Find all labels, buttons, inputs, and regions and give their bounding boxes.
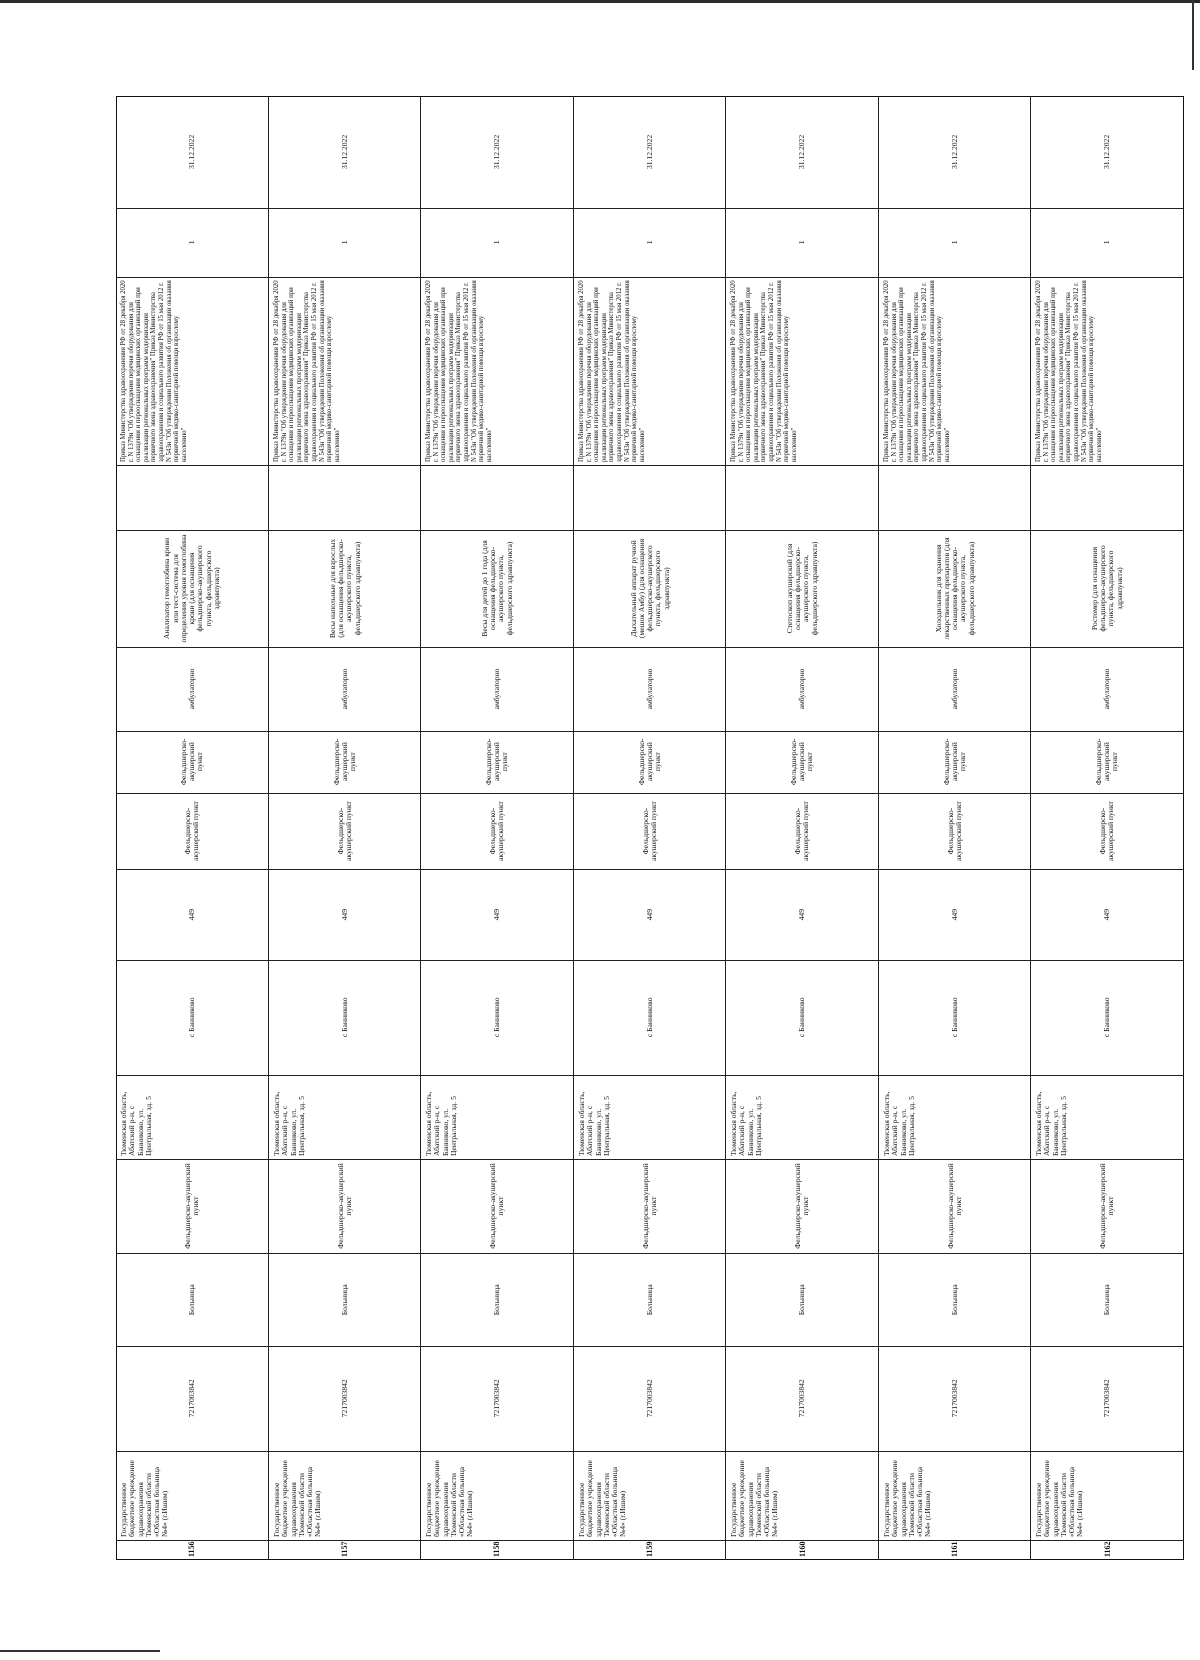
cell-organization: Государственное бюджетное учреждение здравоохранения Тюменской области «Областная больница №4» (г.Ишим) [271,1460,323,1538]
cell-inn: 7217003842 [187,1379,197,1418]
cell-equipment: Анализатор гемоглобина крови или тест-система для определения уровня гемоглобина крови (для оснащения фельдшерско-акушерского пункта, фельдшерского здравпункта) [162,534,222,643]
cell-unit: Фельдшерско-акушерский пункт [1098,1163,1116,1250]
cell-locality: с Банниково [339,997,349,1038]
cell-basis: Приказ Министерства здравоохранения РФ от 28 декабря 2020 г. N 1379н "Об утверждении перечня оборудования для оснащения и переоснащения медицинских организаций при реализации региональных программ модернизации первичного звена здравоохранения" Приказ Министерства здравоохранения и социального развития РФ от 15 мая 2012 г. N 543н "Об утверждении Положения об организации оказания первичной медико-санитарной помощи взрослому населению" [120,280,188,463]
cell-care-type: амбулаторно [339,668,349,710]
cell-unit: Фельдшерско-акушерский пункт [945,1163,964,1250]
cell-equipment: Весы напольные для взрослых (для оснащения фельдшерско-акушерского пункта, фельдшерского здравпункта) [327,538,362,638]
cell-subdivision-type: Фельдшерско-акушерский пункт [636,738,663,786]
cell-no: 1156 [187,1541,197,1557]
cell-care-type: амбулаторно [492,668,502,710]
cell-equipment: Стетоскоп акушерский (для оснащения фельдшерско-акушерского пункта, фельдшерского здравпункта) [784,541,819,636]
cell-address: Тюменская область, Абатский р-н, с Банниково, ул. Центральная, зд. 5 [576,1091,611,1157]
cell-no: 1160 [797,1541,807,1557]
cell-subdivision: Фельдшерско-акушерский пункт [945,801,964,862]
cell-unit: Фельдшерско-акушерский пункт [488,1163,506,1250]
cell-address: Тюменская область, Абатский р-н, с Банниково, ул. Центральная, зд. 5 [1034,1091,1069,1157]
cell-care-type: амбулаторно [797,668,807,710]
cell-basis: Приказ Министерства здравоохранения РФ от 28 декабря 2020 г. N 1379н "Об утверждении перечня оборудования для оснащения и переоснащения медицинских организаций при реализации региональных программ модернизации первичного звена здравоохранения" Приказ Министерства здравоохранения и социального развития РФ от 15 мая 2012 г. N 543н "Об утверждении Положения об организации оказания первичной медико-санитарной помощи взрослому населению" [730,280,799,463]
cell-amount: 1 [187,240,197,245]
cell-unit: Фельдшерско-акушерский пункт [640,1163,658,1250]
cell-type: Больница [187,1284,197,1315]
cell-inn: 7217003842 [949,1379,959,1418]
cell-type: Больница [1102,1284,1112,1315]
cell-amount: 1 [339,240,349,245]
cell-care-type: амбулаторно [644,668,654,710]
cell-unit: Фельдшерско-акушерский пункт [793,1163,811,1250]
cell-unit: Фельдшерско-акушерский пункт [335,1163,353,1250]
cell-type: Больница [949,1284,959,1315]
cell-no: 1157 [339,1541,349,1557]
cell-population: 449 [492,908,502,921]
cell-organization: Государственное бюджетное учреждение здравоохранения Тюменской области «Областная больница №4» (г.Ишим) [424,1460,475,1538]
cell-subdivision-type: Фельдшерско-акушерский пункт [1094,738,1120,786]
scan-edge-top [0,0,1200,3]
scan-edge-right [1192,0,1194,70]
cell-care-type: амбулаторно [1102,668,1112,710]
cell-subdivision-type: Фельдшерско-акушерский пункт [331,738,357,786]
cell-equipment: Ростомер (для оснащения фельдшерско-акушерского пункта, фельдшерского здравпункта) [1090,544,1124,632]
cell-inn: 7217003842 [797,1379,807,1418]
cell-no: 1159 [645,1541,654,1557]
cell-population: 449 [644,908,654,921]
cell-population: 449 [187,908,197,921]
cell-locality: с Банниково [949,997,959,1038]
cell-subdivision-type: Фельдшерско-акушерский пункт [483,738,510,786]
cell-organization: Государственное бюджетное учреждение здравоохранения Тюменской области «Областная больница №4» (г.Ишим) [1034,1460,1085,1538]
cell-inn: 7217003842 [1102,1379,1112,1418]
cell-equipment: Весы для детей до 1 года (для оснащения фельдшерско-акушерского пункта, фельдшерского здравпункта) [479,539,514,637]
cell-address: Тюменская область, Абатский р-н, с Банниково, ул. Центральная, зд. 5 [881,1091,916,1157]
cell-amount: 1 [1102,240,1112,245]
cell-subdivision-type: Фельдшерско-акушерский пункт [178,738,205,786]
cell-inn: 7217003842 [492,1379,502,1418]
cell-type: Больница [339,1284,349,1315]
cell-organization: Государственное бюджетное учреждение здравоохранения Тюменской области «Областная больница №4» (г.Ишим) [881,1460,933,1538]
cell-address: Тюменская область, Абатский р-н, с Банниково, ул. Центральная, зд. 5 [119,1091,153,1157]
cell-population: 449 [339,908,349,921]
cell-subdivision: Фельдшерско-акушерский пункт [335,801,353,862]
cell-amount: 1 [492,240,502,245]
cell-subdivision: Фельдшерско-акушерский пункт [182,801,201,862]
cell-address: Тюменская область, Абатский р-н, с Банниково, ул. Центральная, зд. 5 [424,1091,459,1157]
cell-inn: 7217003842 [339,1379,349,1418]
cell-locality: с Банниково [1102,997,1112,1038]
cell-subdivision-type: Фельдшерско-акушерский пункт [789,738,815,786]
cell-locality: с Банниково [644,997,654,1038]
cell-date: 31.12.2022 [492,134,502,170]
cell-type: Больница [797,1284,807,1315]
cell-equipment: Холодильник для хранения лекарственных препаратов (для оснащения фельдшерско-акушерского пункта, фельдшерского здравпункта) [933,537,976,640]
cell-address: Тюменская область, Абатский р-н, с Банниково, ул. Центральная, зд. 5 [271,1091,306,1157]
cell-population: 449 [1102,908,1112,921]
cell-type: Больница [644,1284,654,1315]
cell-inn: 7217003842 [644,1379,654,1418]
document-table [116,96,1184,1560]
cell-date: 31.12.2022 [644,134,654,170]
cell-population: 449 [797,908,807,921]
cell-locality: с Банниково [187,997,197,1038]
cell-subdivision: Фельдшерско-акушерский пункт [1098,801,1116,862]
cell-population: 449 [949,908,959,921]
cell-date: 31.12.2022 [949,134,959,170]
cell-organization: Государственное бюджетное учреждение здравоохранения Тюменской области «Областная больница №4» (г.Ишим) [729,1460,780,1538]
cell-no: 1161 [950,1541,960,1557]
cell-no: 1162 [1102,1541,1112,1557]
cell-amount: 1 [949,240,959,245]
cell-type: Больница [492,1284,502,1315]
cell-care-type: амбулаторно [949,668,959,710]
cell-organization: Государственное бюджетное учреждение здравоохранения Тюменской области «Областная больница №4» (г.Ишим) [119,1460,170,1538]
cell-basis: Приказ Министерства здравоохранения РФ от 28 декабря 2020 г. N 1379н "Об утверждении перечня оборудования для оснащения и переоснащения медицинских организаций при реализации региональных программ модернизации первичного звена здравоохранения" Приказ Министерства здравоохранения и социального развития РФ от 15 мая 2012 г. N 543н "Об утверждении Положения об организации оказания первичной медико-санитарной помощи взрослому населению" [1035,280,1104,463]
cell-subdivision: Фельдшерско-акушерский пункт [793,801,811,862]
cell-date: 31.12.2022 [339,134,349,170]
cell-basis: Приказ Министерства здравоохранения РФ от 28 декабря 2020 г. N 1379н "Об утверждении перечня оборудования для оснащения и переоснащения медицинских организаций при реализации региональных программ модернизации первичного звена здравоохранения" Приказ Министерства здравоохранения и социального развития РФ от 15 мая 2012 г. N 543н "Об утверждении Положения об организации оказания первичной медико-санитарной помощи взрослому населению" [882,280,951,463]
cell-no: 1158 [492,1541,502,1557]
cell-unit: Фельдшерско-акушерский пункт [182,1163,201,1250]
cell-subdivision-type: Фельдшерско-акушерский пункт [941,738,968,786]
cell-organization: Государственное бюджетное учреждение здравоохранения Тюменской области «Областная больница №4» (г.Ишим) [576,1460,628,1538]
cell-date: 31.12.2022 [187,134,197,170]
cell-equipment: Дыхательный аппарат ручной (мешок Амбу) (для оснащения фельдшерско-акушерского пункта, фельдшерского здравпункта) [628,538,671,638]
cell-address: Тюменская область, Абатский р-н, с Банниково, ул. Центральная, зд. 5 [729,1091,764,1157]
cell-care-type: амбулаторно [187,668,197,710]
cell-date: 31.12.2022 [797,134,807,170]
cell-amount: 1 [797,240,807,245]
scan-edge-bottom [0,1650,160,1652]
cell-basis: Приказ Министерства здравоохранения РФ от 28 декабря 2020 г. N 1379н "Об утверждении перечня оборудования для оснащения и переоснащения медицинских организаций при реализации региональных программ модернизации первичного звена здравоохранения" Приказ Министерства здравоохранения и социального развития РФ от 15 мая 2012 г. N 543н "Об утверждении Положения об организации оказания первичной медико-санитарной помощи взрослому населению" [577,280,646,463]
cell-basis: Приказ Министерства здравоохранения РФ от 28 декабря 2020 г. N 1379н "Об утверждении перечня оборудования для оснащения и переоснащения медицинских организаций при реализации региональных программ модернизации первичного звена здравоохранения" Приказ Министерства здравоохранения и социального развития РФ от 15 мая 2012 г. N 543н "Об утверждении Положения об организации оказания первичной медико-санитарной помощи взрослому населению" [425,280,493,463]
cell-basis: Приказ Министерства здравоохранения РФ от 28 декабря 2020 г. N 1379н "Об утверждении перечня оборудования для оснащения и переоснащения медицинских организаций при реализации региональных программ модернизации первичного звена здравоохранения" Приказ Министерства здравоохранения и социального развития РФ от 15 мая 2012 г. N 543н "Об утверждении Положения об организации оказания первичной медико-санитарной помощи взрослому населению" [272,280,341,463]
cell-locality: с Банниково [492,997,502,1038]
cell-subdivision: Фельдшерско-акушерский пункт [488,801,506,862]
cell-locality: с Банниково [797,997,807,1038]
cell-date: 31.12.2022 [1102,134,1112,170]
cell-subdivision: Фельдшерско-акушерский пункт [640,801,658,862]
cell-amount: 1 [644,240,654,245]
